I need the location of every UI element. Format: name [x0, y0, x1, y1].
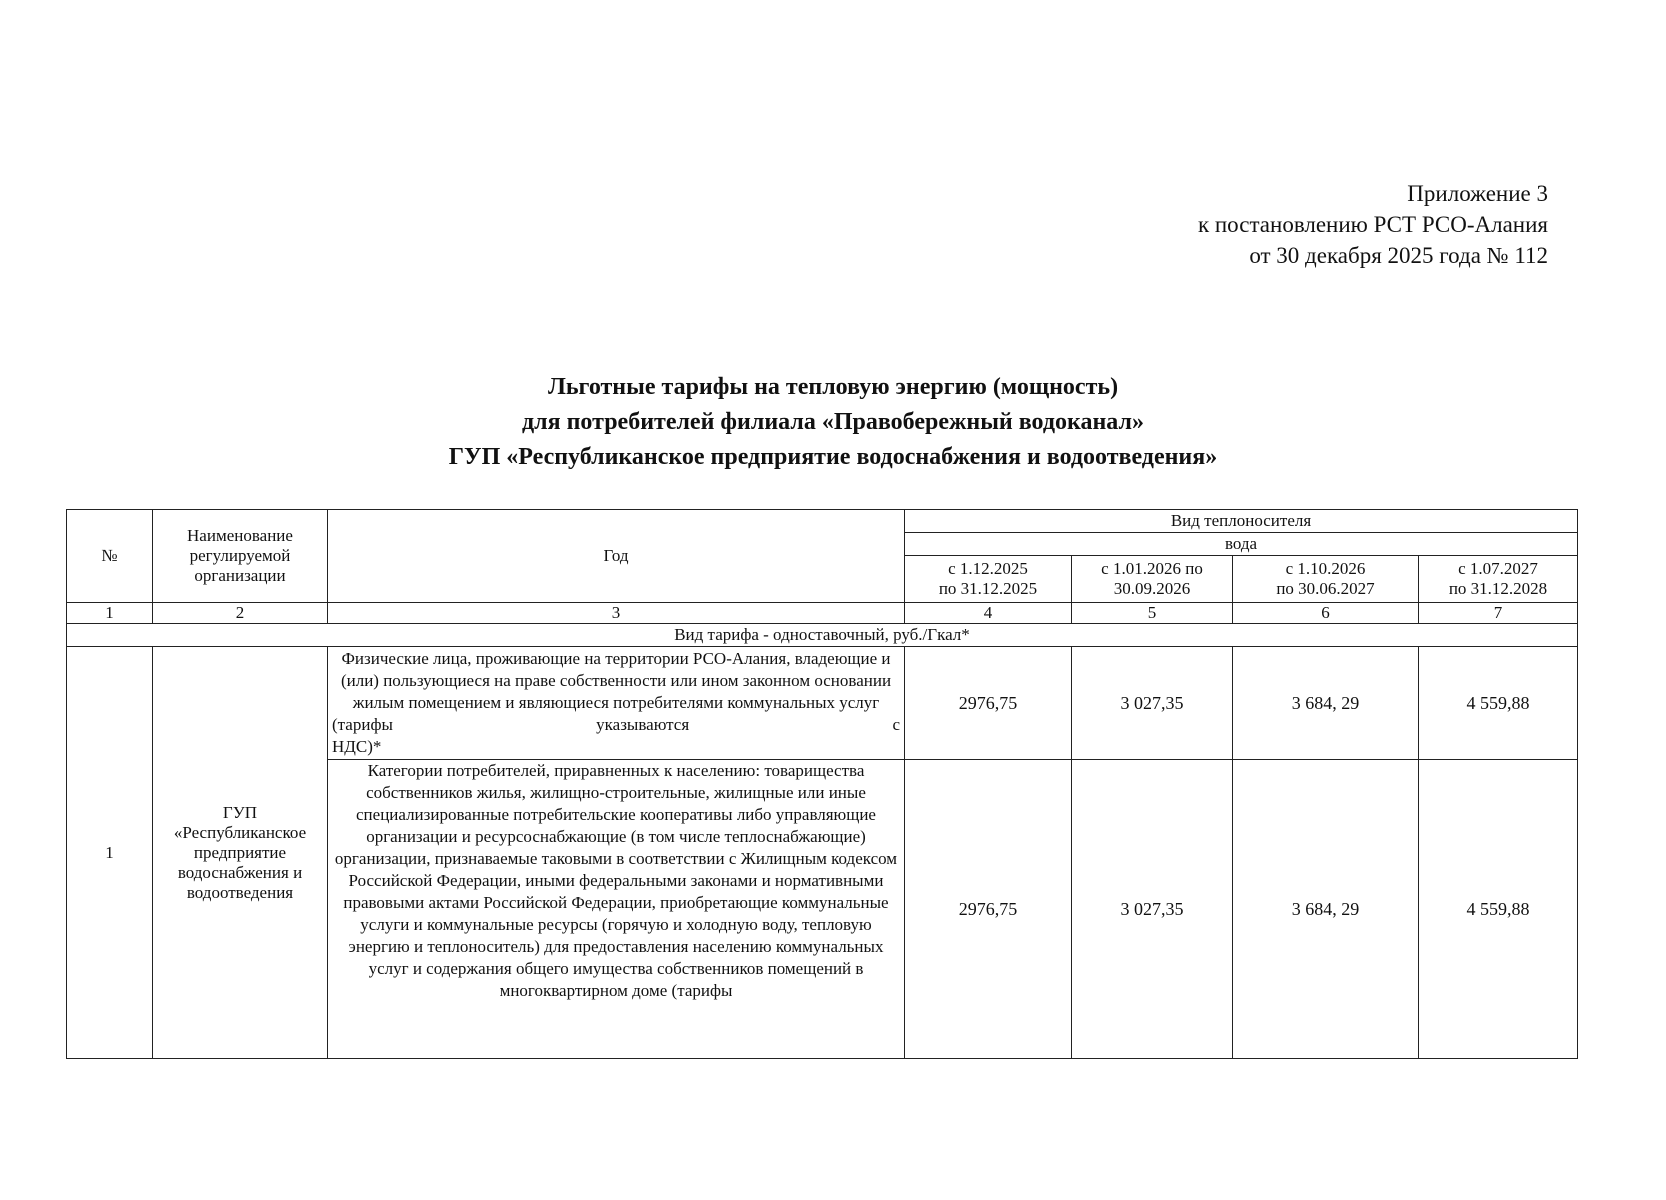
- tariff-value: 4 559,88: [1419, 647, 1578, 760]
- appendix-line-3: от 30 декабря 2025 года № 112: [1249, 243, 1548, 268]
- consumer-category-1: [328, 647, 905, 760]
- title-line-2: для потребителей филиала «Правобережный водоканал»: [522, 409, 1144, 435]
- tariff-value: 3 684, 29: [1233, 760, 1419, 1059]
- tariff-value: 2976,75: [905, 647, 1072, 760]
- col-num-1: 1: [67, 603, 153, 624]
- tariff-type-row: Вид тарифа - одноставочный, руб./Гкал*: [67, 624, 1578, 647]
- header-org: Наименование регулируемой организации: [153, 510, 328, 603]
- category-2-text: Категории потребителей, приравненных к населению: товарищества собственников жилья, жилищно-строительные, жилищные или иные специализированные потребительские кооперативы либо управляющие организации и ресурсоснабжающие (в том числе теплоснабжающие) организации, признаваемые таковыми в соответствии с Жилищным кодексом Российской Федерации, иными федеральными законами и нормативными правовыми актами Российской Федерации, приобретающие коммунальные услуги и коммунальные ресурсы (горячую и холодную воду, тепловую энергию и теплоноситель) для предоставления населению коммунальных услуг и содержания общего имущества собственников помещений в многоквартирном доме (тарифы: [334, 761, 898, 1000]
- appendix-line-2: к постановлению РСТ РСО-Алания: [1197, 212, 1548, 237]
- col-num-6: 6: [1233, 603, 1419, 624]
- table-row: [67, 647, 1578, 760]
- header-period-2: [1072, 556, 1233, 603]
- col-num-3: 3: [328, 603, 905, 624]
- tariff-table: [66, 509, 1578, 1059]
- header-year: Год: [328, 510, 905, 603]
- consumer-category-2: [328, 760, 905, 1059]
- category-1-text-end: НДС)*: [332, 737, 382, 756]
- col-num-5: 5: [1072, 603, 1233, 624]
- header-period-3: [1233, 556, 1419, 603]
- period-3-to: по 30.06.2027: [1276, 579, 1375, 598]
- appendix-line-1: Приложение 3: [1407, 181, 1548, 206]
- period-2-from: с 1.01.2026 по: [1101, 559, 1203, 578]
- col-num-7: 7: [1419, 603, 1578, 624]
- period-4-from: с 1.07.2027: [1458, 559, 1538, 578]
- tariff-value: 3 027,35: [1072, 760, 1233, 1059]
- title-line-1: Льготные тарифы на тепловую энергию (мощность): [547, 374, 1119, 400]
- period-1-from: с 1.12.2025: [948, 559, 1028, 578]
- title-line-3: ГУП «Республиканское предприятие водоснабжения и водоотведения»: [448, 444, 1218, 470]
- header-period-1: [905, 556, 1072, 603]
- organization-name: ГУП «Республиканское предприятие водоснабжения и водоотведения: [153, 647, 328, 1059]
- column-numbers-row: [67, 603, 1578, 624]
- tariff-value: 4 559,88: [1419, 760, 1578, 1059]
- category-1-text: Физические лица, проживающие на территории РСО-Алания, владеющие и (или) пользующиеся на праве собственности или ином законном основании жилым помещением и являющиеся потребителями коммунальных услуг (тарифы указываются с: [332, 649, 900, 734]
- appendix-header: [1198, 178, 1548, 271]
- col-num-4: 4: [905, 603, 1072, 624]
- header-num: №: [67, 510, 153, 603]
- tariff-value: 3 027,35: [1072, 647, 1233, 760]
- header-period-4: [1419, 556, 1578, 603]
- tariff-value: 3 684, 29: [1233, 647, 1419, 760]
- header-carrier-type: Вид теплоносителя: [905, 510, 1578, 533]
- row-number: 1: [67, 647, 153, 1059]
- period-4-to: по 31.12.2028: [1448, 579, 1548, 598]
- period-1-to: по 31.12.2025: [938, 579, 1038, 598]
- period-2-to: 30.09.2026: [1113, 579, 1191, 598]
- tariff-value: 2976,75: [905, 760, 1072, 1059]
- period-3-from: с 1.10.2026: [1285, 559, 1366, 578]
- header-carrier: вода: [905, 533, 1578, 556]
- document-title: [0, 370, 1666, 475]
- col-num-2: 2: [153, 603, 328, 624]
